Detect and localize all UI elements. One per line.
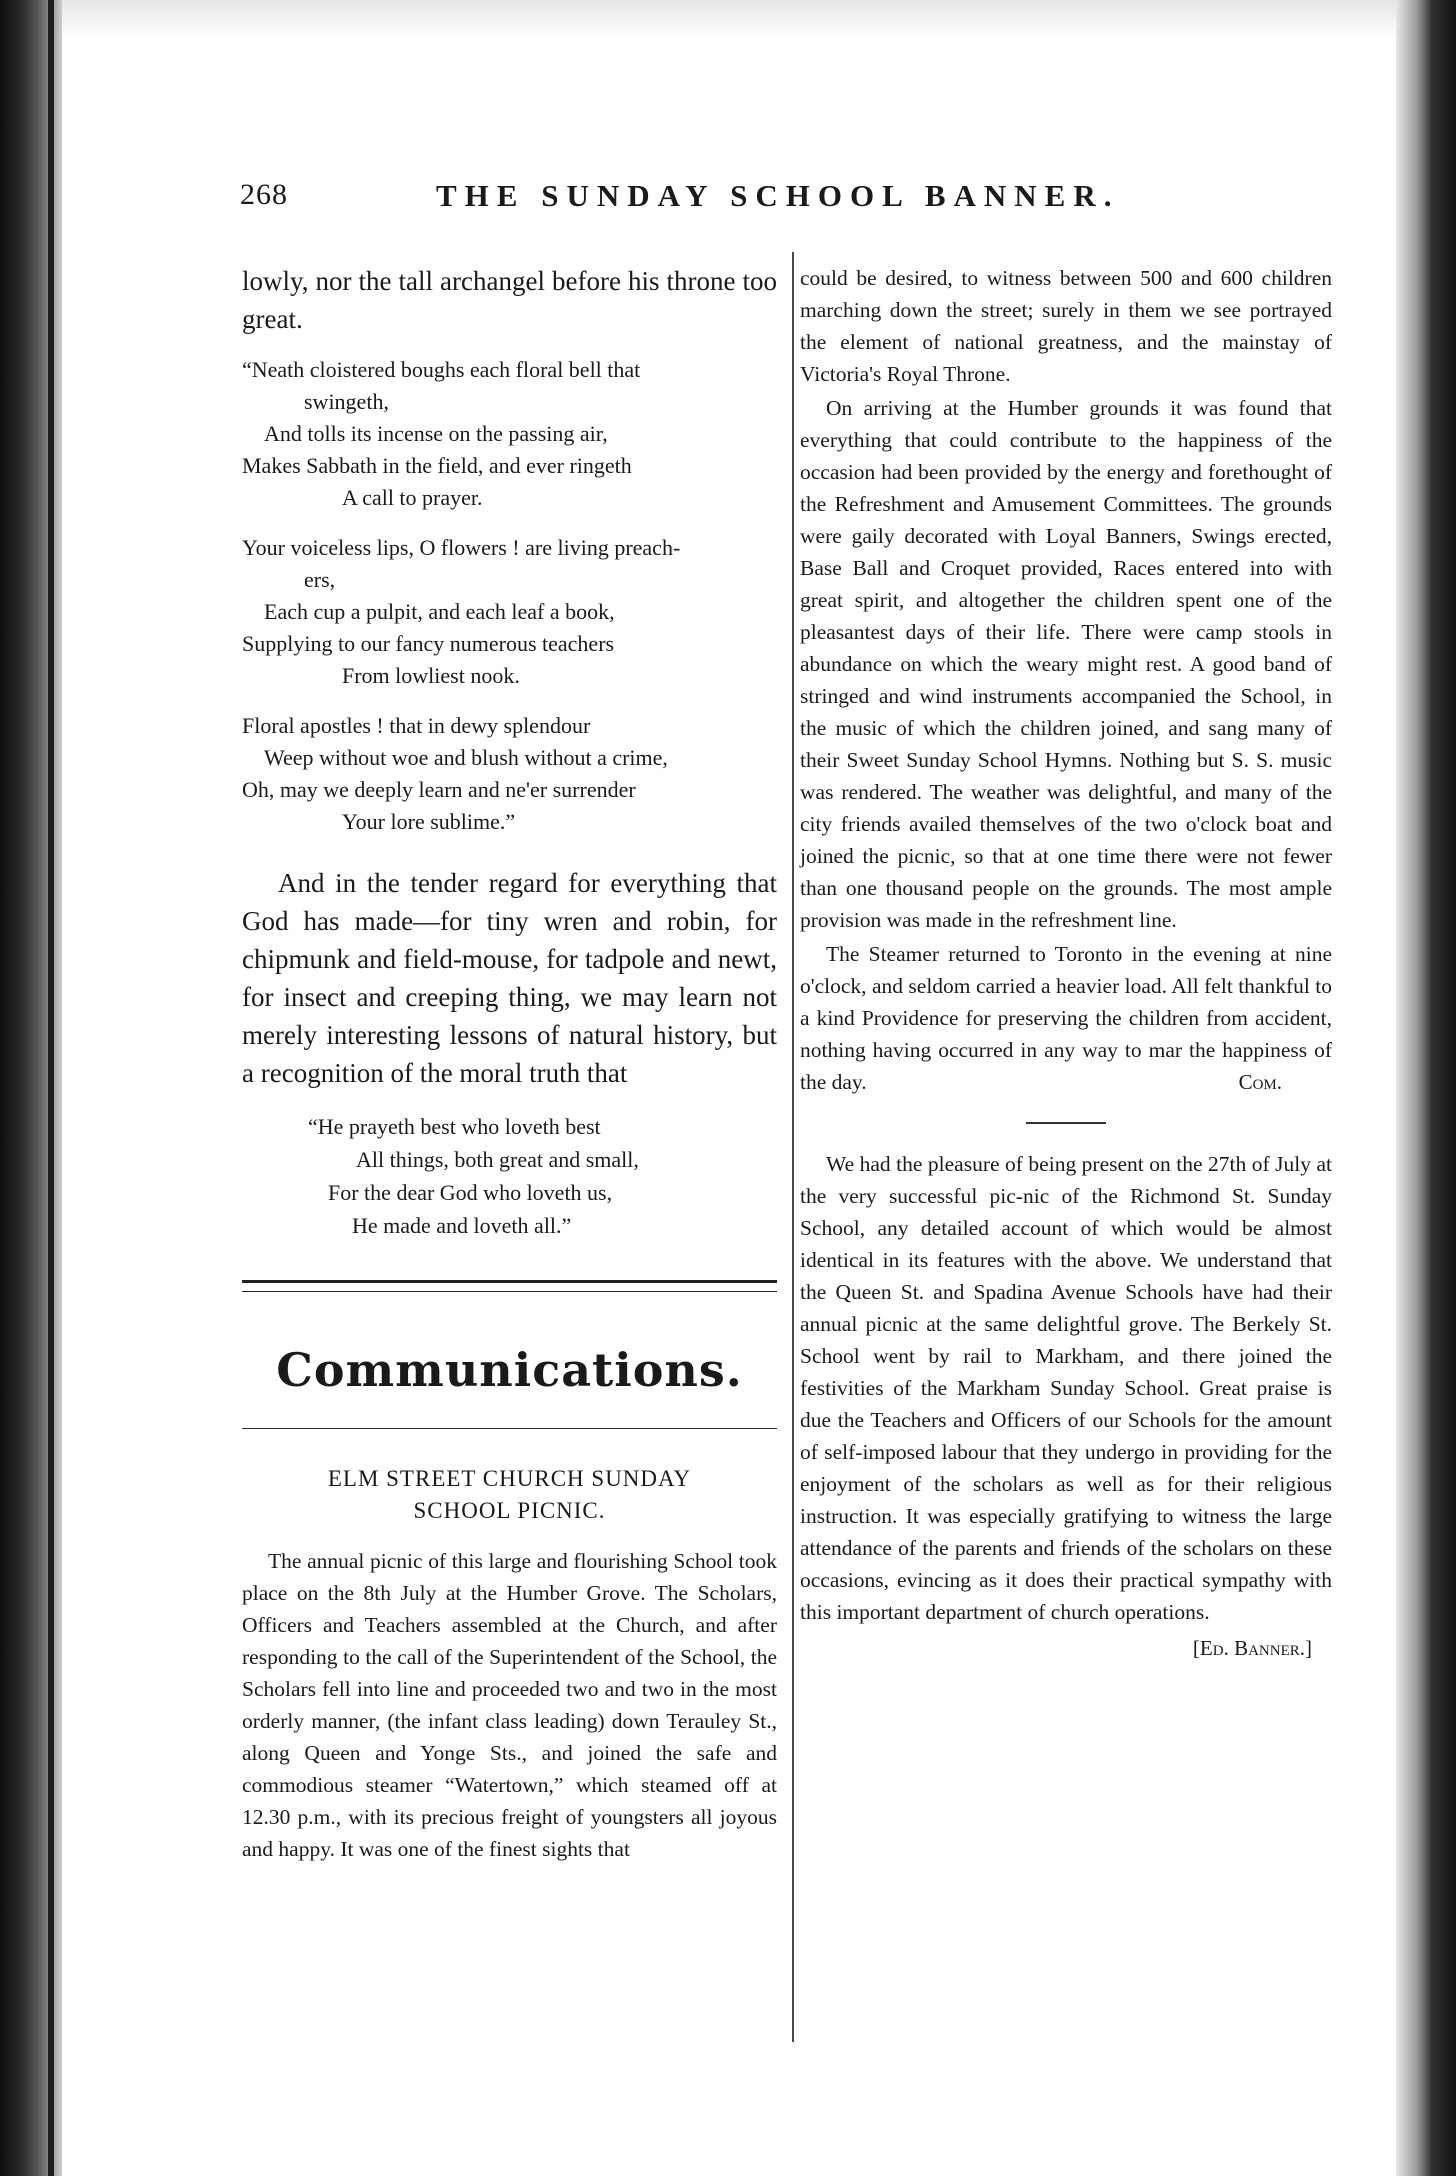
right-column [800, 262, 1332, 1664]
poem-line: From lowliest nook. [342, 663, 520, 688]
section-divider [242, 1280, 777, 1292]
poem-stanza-2 [242, 532, 777, 692]
poem-line: Weep without woe and blush without a crime, [264, 745, 668, 770]
book-spine-right [1396, 0, 1456, 2176]
poem-line: Makes Sabbath in the field, and ever ringeth [242, 453, 632, 478]
poem-line: swingeth, [304, 389, 389, 414]
poem-line: Each cup a pulpit, and each leaf a book, [264, 599, 615, 624]
page-shadow [62, 0, 1396, 40]
quote-line: All things, both great and small, [356, 1147, 639, 1172]
poem-line: Floral apostles ! that in dewy splendour [242, 713, 591, 738]
quote-line: For the dear God who loveth us, [328, 1180, 613, 1205]
poem-line: ers, [304, 567, 336, 592]
article-paragraph: could be desired, to witness between 500 and 600 children marching down the street; surely in them we see portrayed the element of national greatness, and the mainstay of Victoria's Royal Throne. [800, 266, 1332, 386]
article-paragraph: The annual picnic of this large and flourishing School took place on the 8th July at the Humber Grove. The Scholars, Officers and Teachers assembled at the Church, and after responding to the call of the Superintendent of the School, the Scholars fell into line and proceeded two and two in the most orderly manner, (the infant class leading) down Terauley St., along Queen and Yonge Sts., and joined the safe and commodious steamer “Watertown,” which steamed off at 12.30 p.m., with its precious freight of youngsters all joyous and happy. It was one of the finest sights that [242, 1549, 777, 1861]
poem-line: Oh, may we deeply learn and ne'er surrender [242, 777, 636, 802]
left-column [242, 262, 777, 1865]
page-header [240, 178, 1330, 228]
poem-line: “Neath cloistered boughs each floral bell that [242, 357, 641, 382]
poem-line: A call to prayer. [342, 485, 483, 510]
poem-stanza-1 [242, 354, 777, 514]
journal-title: THE SUNDAY SCHOOL BANNER. [436, 178, 1120, 213]
body-paragraph: And in the tender regard for everything that God has made—for tiny wren and robin, for chipmunk and field-mouse, for tadpole and newt, for insect and creeping thing, we may learn not merely interesting lessons of natural history, but a recognition of the moral truth that [242, 868, 777, 1088]
article-title-line: ELM STREET CHURCH SUNDAY [327, 1466, 692, 1491]
article-title [242, 1463, 777, 1527]
page-number: 268 [240, 178, 288, 211]
poem-stanza-3 [242, 710, 777, 838]
heading-rule [242, 1428, 777, 1429]
poem-line: And tolls its incense on the passing air, [264, 421, 608, 446]
article-paragraph: We had the pleasure of being present on the 27th of July at the very successful pic-nic of the Richmond St. Sunday School, any detailed account of which would be almost identical in its features with the above. We understand that the Queen St. and Spadina Avenue Schools have had their annual picnic at the same delightful grove. The Berkely St. School went by rail to Markham, and there joined the festivities of the Markham Sunday School. Great praise is due the Teachers and Officers of our Schools for the amount of self-imposed labour that they undergo in providing for the enjoyment of the scholars as well as for their religious instruction. It was especially gratifying to witness the large attendance of the parents and friends of the scholars on these occasions, evincing as it does their practical sympathy with this important department of church operations. [800, 1152, 1332, 1624]
signature-editor: [Ed. Banner.] [1192, 1636, 1312, 1660]
poem-line: Your lore sublime.” [342, 809, 516, 834]
poem-line: Your voiceless lips, O flowers ! are living preach- [242, 535, 681, 560]
intro-text: lowly, nor the tall archangel before his throne too great. [242, 266, 777, 334]
signature-com: Com. [1238, 1070, 1282, 1094]
article-paragraph: On arriving at the Humber grounds it was found that everything that could contribute to the happiness of the occasion had been provided by the energy and forethought of the Refreshment and Amusement Committees. The grounds were gaily decorated with Loyal Banners, Swings erected, Base Ball and Croquet provided, Races entered into with great spirit, and altogether the children spent one of the pleasantest days of their life. There were camp stools in abundance on which the weary might rest. A good band of stringed and wind instruments accompanied the School, in the music of which the children joined, and sang many of their Sweet Sunday School Hymns. Nothing but S. S. music was rendered. The weather was delightful, and many of the city friends availed themselves of the two o'clock boat and joined the picnic, so that at one time there were not fewer than one thousand people on the grounds. The most ample provision was made in the refreshment line. [800, 396, 1332, 932]
closing-quote [242, 1110, 777, 1242]
section-heading: Communications. [276, 1343, 743, 1397]
poem-line: Supplying to our fancy numerous teachers [242, 631, 615, 656]
quote-line: “He prayeth best who loveth best [308, 1114, 601, 1139]
quote-line: He made and loveth all.” [352, 1213, 572, 1238]
book-spine-left [0, 0, 62, 2176]
column-rule [792, 252, 794, 2042]
short-divider [1026, 1122, 1106, 1124]
article-paragraph: The Steamer returned to Toronto in the evening at nine o'clock, and seldom carried a heavier load. All felt thankful to a kind Providence for preserving the children from accident, nothing having occurred in any way to mar the happiness of the day. [800, 942, 1332, 1094]
article-title-line: SCHOOL PICNIC. [413, 1498, 606, 1523]
